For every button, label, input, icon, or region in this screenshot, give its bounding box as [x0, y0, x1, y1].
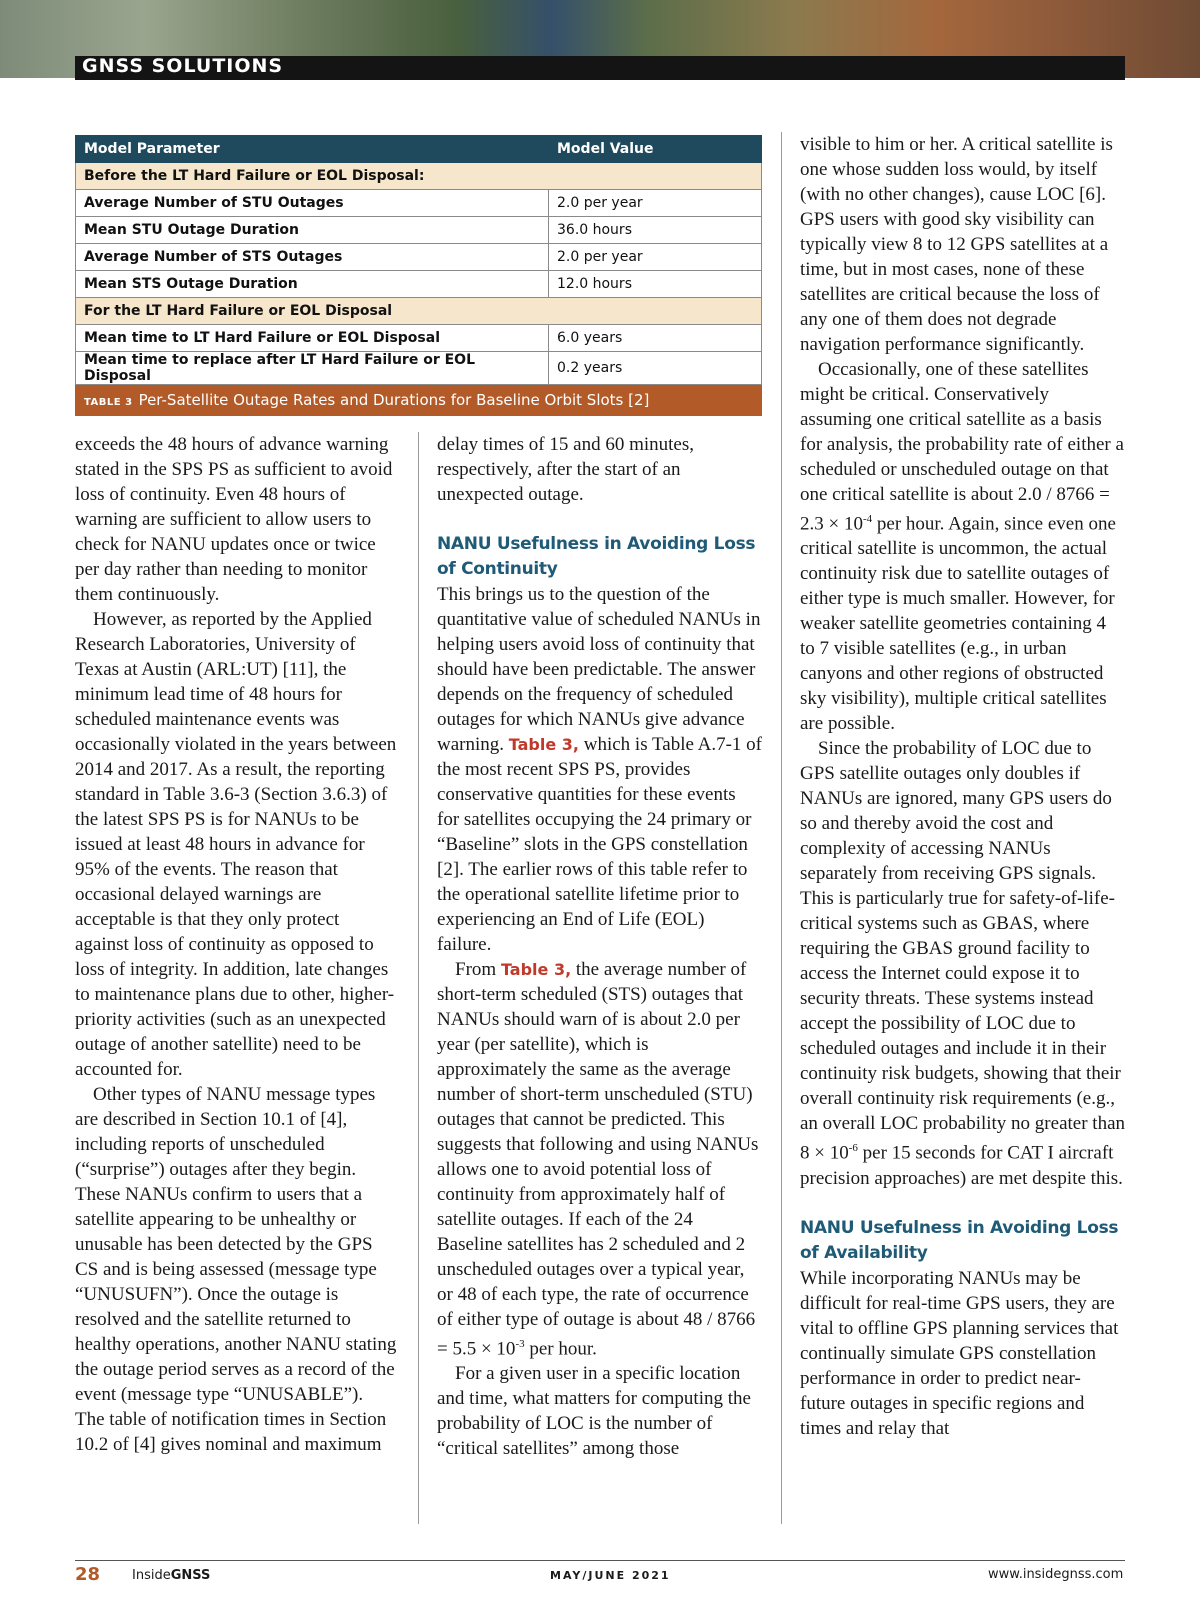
table-section-row [76, 298, 762, 325]
table-row [76, 271, 762, 298]
paragraph: From Table 3, the average number of short-term scheduled (STS) outages that NANUs should warn of is about 2.0 per year (per satellite), which is approximately the same as the average number of short-term unscheduled (STU) outages that cannot be predicted. This suggests that following and using NANUs allows one to avoid potential loss of continuity from approximately half of satellite outages. If each of the 24 Baseline satellites has 2 scheduled and 2 unscheduled outages over a typical year, or 48 of each type, the rate of occurrence of either type of outage is about $48 / 8766 = 5.5 \times 10^{-3}$ per hour. [437, 959, 759, 1360]
paragraph: visible to him or her. A critical satellite is one whose sudden loss would, by itself (with no other changes), cause LOC [6]. GPS users with good sky visibility can typically view 8 to 12 GPS satellites at a time, but in most cases, none of these satellites are critical because the loss of any one of them does not degrade navigation performance significantly. [800, 134, 1113, 355]
table-cell-param: Average Number of STS Outages [76, 244, 549, 271]
website-url[interactable]: www.insidegnss.com [988, 1567, 1124, 1582]
article-column-1 [75, 432, 397, 1457]
table-row [76, 190, 762, 217]
paragraph: delay times of 15 and 60 minutes, respectively, after the start of an unexpected outage. [437, 434, 694, 505]
table-cell-param: Mean time to replace after LT Hard Failure or EOL Disposal [76, 352, 549, 385]
table-cell-value: 6.0 years [549, 325, 762, 352]
table-cell-value: 2.0 per year [549, 190, 762, 217]
paragraph: While incorporating NANUs may be difficult for real-time GPS users, they are vital to offline GPS planning services that continually simulate GPS constellation performance in order to predict near-future outages in specific regions and times and relay that [800, 1267, 1119, 1439]
column-divider [418, 432, 419, 1524]
paragraph: This brings us to the question of the quantitative value of scheduled NANUs in helping users avoid loss of continuity that should have been predictable. The answer depends on the frequency of scheduled outages for which NANUs give advance warning. Table 3, which is Table A.7-1 of the most recent SPS PS, provides conservative quantities for these events for satellites occupying the 24 primary or “Baseline” slots in the GPS constellation [2]. The earlier rows of this table refer to the operational satellite lifetime prior to experiencing an End of Life (EOL) failure. [437, 584, 762, 955]
footer-rule [75, 1560, 1125, 1561]
paragraph: Since the probability of LOC due to GPS satellite outages only doubles if NANUs are ignored, many GPS users do so and thereby avoid the cost and complexity of accessing NANUs separately from receiving GPS signals. This is particularly true for safety-of-life-critical systems such as GBAS, where requiring the GBAS ground facility to access the Internet could expose it to security threats. These systems instead accept the possibility of LOC due to scheduled outages and include it in their continuity risk budgets, showing that their overall continuity risk requirements (e.g., an overall LOC probability no greater than $8 \times 10^{-6}$ per 15 seconds for CAT I aircraft precision approaches) are met despite this. [800, 738, 1126, 1189]
model-table [75, 135, 762, 416]
table-cell-value: 0.2 years [549, 352, 762, 385]
subheading: NANU Usefulness in Avoiding Loss of Continuity [437, 534, 756, 579]
table-caption [76, 385, 762, 416]
article-column-3 [800, 132, 1125, 1441]
paragraph: exceeds the 48 hours of advance warning stated in the SPS PS as sufficient to avoid loss of continuity. Even 48 hours of warning are sufficient to allow users to check for NANU updates once or twice per day rather than needing to monitor them continuously. [75, 434, 393, 605]
table-row [76, 352, 762, 385]
paragraph: However, as reported by the Applied Research Laboratories, University of Texas at Austin (ARL:UT) [11], the minimum lead time of 48 hours for scheduled maintenance events was occasionally violated in the years between 2014 and 2017. As a result, the reporting standard in Table 3.6-3 (Section 3.6.3) of the latest SPS PS is for NANUs to be issued at least 48 hours in advance for 95% of the events. The reason that occasional delayed warnings are acceptable is that they only protect against loss of continuity as opposed to loss of integrity. In addition, late changes to maintenance plans due to other, higher-priority activities (such as an unexpected outage of another satellite) need to be accounted for. [75, 609, 397, 1080]
table-cell-param: Average Number of STU Outages [76, 190, 549, 217]
table-header-param: Model Parameter [76, 136, 549, 163]
subheading: NANU Usefulness in Avoiding Loss of Availability [800, 1217, 1119, 1263]
table-cell-value: 2.0 per year [549, 244, 762, 271]
table-row [76, 217, 762, 244]
table-section-row [76, 163, 762, 190]
table-caption-label: TABLE 3 [84, 397, 133, 408]
table-cell-param: Mean STU Outage Duration [76, 217, 549, 244]
article-column-2 [437, 432, 762, 1461]
table-section-label: For the LT Hard Failure or EOL Disposal [76, 298, 762, 325]
table-header-value: Model Value [549, 136, 762, 163]
table-cell-param: Mean time to LT Hard Failure or EOL Disposal [76, 325, 549, 352]
paragraph: For a given user in a specific location and time, what matters for computing the probability of LOC is the number of “critical satellites” among those [437, 1363, 751, 1460]
column-divider [781, 132, 782, 1524]
table-row [76, 244, 762, 271]
page-number: 28 [75, 1564, 101, 1585]
table-section-label: Before the LT Hard Failure or EOL Disposal: [76, 163, 762, 190]
table-header-row [76, 136, 762, 163]
magazine-brand: InsideGNSS [132, 1568, 211, 1583]
table-row [76, 325, 762, 352]
table-cell-param: Mean STS Outage Duration [76, 271, 549, 298]
issue-date: MAY/JUNE 2021 [550, 1569, 671, 1582]
table-reference-link[interactable]: Table 3, [500, 960, 572, 979]
section-title: GNSS SOLUTIONS [82, 55, 284, 77]
table-reference-link[interactable]: Table 3, [508, 735, 579, 754]
paragraph: Occasionally, one of these satellites might be critical. Conservatively assuming one critical satellite as a basis for analysis, the probability rate of either a scheduled or unscheduled outage on that one critical satellite is about $2.0 / 8766 = 2.3 \times 10^{-4}$ per hour. Again, since even one critical satellite is uncommon, the actual continuity risk due to satellite outages of either type is much smaller. However, for weaker satellite geometries containing 4 to 7 visible satellites (e.g., in urban canyons and other regions of obstructed sky visibility), multiple critical satellites are possible. [800, 359, 1124, 735]
table-cell-value: 36.0 hours [549, 217, 762, 244]
table-caption-text: Per-Satellite Outage Rates and Durations for Baseline Orbit Slots [2] [138, 391, 650, 409]
table-caption-row [76, 385, 762, 416]
table-cell-value: 12.0 hours [549, 271, 762, 298]
paragraph: Other types of NANU message types are described in Section 10.1 of [4], including reports of unscheduled (“surprise”) outages after they begin. These NANUs confirm to users that a satellite appearing to be unhealthy or unusable has been detected by the GPS CS and is being assessed (message type “UNUSUFN”). Once the outage is resolved and the satellite returned to healthy operations, another NANU stating the outage period serves as a record of the event (message type “UNUSABLE”). The table of notification times in Section 10.2 of [4] gives nominal and maximum [75, 1084, 397, 1455]
